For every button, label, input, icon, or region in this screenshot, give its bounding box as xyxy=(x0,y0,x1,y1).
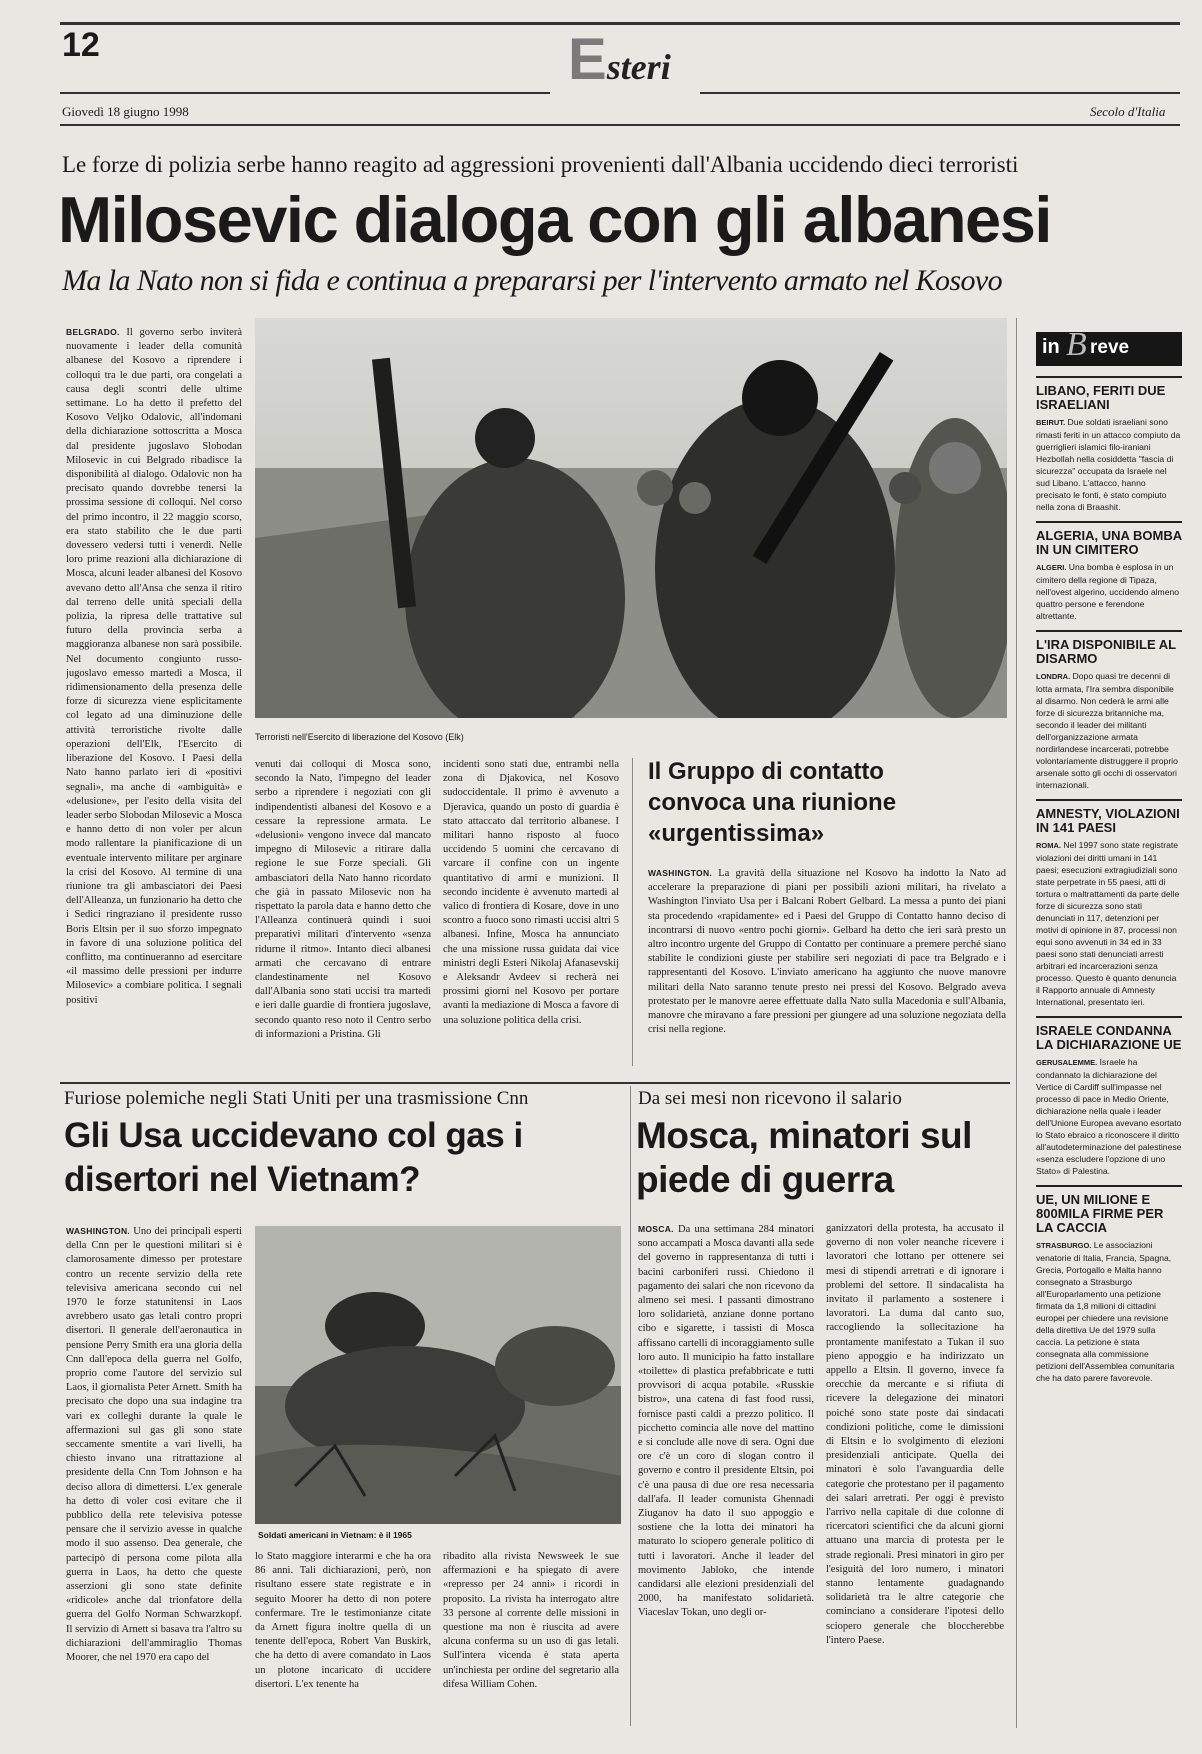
top-rule xyxy=(60,22,1180,25)
vietnam-kicker: Furiose polemiche negli Stati Uniti per una trasmissione Cnn xyxy=(64,1088,529,1109)
in-breve-rest: reve xyxy=(1090,337,1130,358)
contact-group-body: La gravità della situazione nel Kosovo ha indotto la Nato ad accelerare la preparazione di piani per possibili azioni militari, ha rivelato a Washington l'inviato Usa per i Balcani Robert Gelbard. La messa a punto dei piani sta procedendo «rapidamente» ed i Paesi del Gruppo di Contatto hanno deciso di incontrarsi di nuovo «entro pochi giorni». Gelbard ha detto che ieri sarà presto un altro incontro urgente del Gruppo di Contatto per continuare a premere perché siano stabilite le condizioni giuste per stabilire seri negoziati di pace tra Belgrado e i rappresentanti del Kosovo. L'inviato americano ha aggiunto che nuove manovre militari della Nato saranno tenute presto nei pressi del Kosovo. Belgrado aveva protestato per le manovre aeree effettuate dalla Nato sulla Macedonia e sull'Albania, manovre che miravano a fare pressioni per giungere ad una soluzione negoziata della crisi nella regione. xyxy=(648,868,1006,1036)
top-story-column-1 xyxy=(66,325,242,1365)
top-story-column-3 xyxy=(443,758,619,1066)
brief-headline: AMNESTY, VIOLAZIONI IN 141 PAESI xyxy=(1036,806,1180,835)
brief-text: LONDRA. Dopo quasi tre decenni di lotta armata, l'Ira sembra disponibile al disarmo. Non cederà le armi alle forze di sicurezza britanniche ma, secondo il leader dei militanti dell'organizzazione armata nordirlandese incarcerati, potrebbe volontariamente distruggere il proprio arsenale sotto gli occhi di osservatori internazionali. xyxy=(1036,671,1178,790)
vietnam-photo-caption: Soldati americani in Vietnam: è il 1965 xyxy=(258,1530,412,1540)
mosca-divider xyxy=(630,1086,631,1726)
mosca-column-1 xyxy=(638,1222,814,1728)
publication-name: Secolo d'Italia xyxy=(1090,104,1166,119)
header-bottom-rule xyxy=(60,124,1180,126)
vietnam-dateline: WASHINGTON. xyxy=(66,1226,131,1236)
mosca-col1-text: Da una settimana 284 minatori sono accampati a Mosca davanti alla sede del governo in rappresentanza di tutti i bacini carboniferi russi. Chiedono il pagamento dei salari che non ricevono da almeno sei mesi. I passanti dimostrano loro solidarietà, anziane donne portano cibo e sigarette, i tassisti di Mosca affissano cartelli di incoraggiamento sulle loro auto. Il municipio ha fatto installare «toilette» di plastica prefabbricate e tutti provvisori di acqua potabile. «Russkie bistro», una catena di fast food russi, fornisce pasti caldi a prezzo politico. Il picchetto comincia alle nove del mattino e si conclude alle nove di sera. Ogni due ore c'è un coro di slogan contro il governo e contro il presidente Eltsin, poi c'è una pausa di due ore resa necessaria dall'afa. Il leader comunista Ghennadi Ziuganov ha dato il suo appoggio e sostiene che la lotta dei minatori ha maturato lo sciopero generale politico di tutti i lavoratori. Anche il leader del movimento Jabloko, che intende candidarsi alle elezioni presidenziali del 2000, ha manifestato solidarietà. Viaceslav Tokan, uno degli or- xyxy=(638,1224,814,1619)
top-story-headline: Milosevic dialoga con gli albanesi xyxy=(58,183,1051,256)
in-breve-b: B xyxy=(1066,326,1087,363)
contact-group-text xyxy=(648,866,1006,1064)
brief-headline: UE, UN MILIONE E 800MILA FIRME PER LA CACCIA xyxy=(1036,1192,1164,1235)
section-title xyxy=(568,27,671,92)
top-story-col2-text: venuti dai colloqui di Mosca sono, secondo la Nato, l'impegno del leader serbo a riprendere i negoziati con gli indipendentisti albanesi del Kosovo e a cessare la repressione armata. Le «delusioni» vengono invece dal mancato impegno di Milosevic a ritirare dalla regione le sue Forze speciali. Gli ambasciatori della Nato hanno ricordato che già in passato Milosevic non ha rispettato la parola data e hanno detto che l'Alleanza continuerà quindi i suoi preparativi militari d'intervento «senza ridurne il ritmo». Intanto dieci albanesi armati che cercavano di entrare clandestinamente nel Kosovo dall'Albania sono stati uccisi tra martedì e ieri dalle guardie di frontiera jugoslave, secondo quanto reso noto il Centro serbo di informazioni a Pristina. Gli xyxy=(255,759,431,1040)
kosovo-photo-caption: Terroristi nell'Esercito di liberazione del Kosovo (Elk) xyxy=(255,732,464,742)
brief-item-caccia xyxy=(1036,1185,1182,1384)
contact-group-dateline: WASHINGTON. xyxy=(648,868,713,878)
bottom-section-rule xyxy=(60,1082,1010,1084)
brief-text: GERUSALEMME. Israele ha condannato la dichiarazione del Vertice di Cardiff sull'impasse nel processo di pace in Medio Oriente, dichiarazione nella quale i leader dell'Unione Europea avevano esortato lo Stato ebraico a riconoscere il diritto all'autodeterminazione del palestinese «senza escludere l'opzione di uno Stato» di Palestina. xyxy=(1036,1057,1182,1176)
mosca-column-2 xyxy=(826,1222,1004,1728)
brief-text: ALGERI. Una bomba è esplosa in un cimitero della regione di Tipaza, nell'ovest algerino, uccidendo almeno quattro persone e ferendone altrettante. xyxy=(1036,562,1180,621)
vietnam-headline: Gli Usa uccidevano col gas i disertori nel Vietnam? xyxy=(64,1116,523,1199)
brief-list xyxy=(1036,376,1182,1728)
brief-headline: ISRAELE CONDANNA LA DICHIARAZIONE UE xyxy=(1036,1023,1182,1052)
top-story-subhead: Ma la Nato non si fida e continua a prepararsi per l'intervento armato nel Kosovo xyxy=(62,264,1002,297)
brief-text: BEIRUT. Due soldati israeliani sono rimasti feriti in un attacco compiuto da guerriglieri islamici filo-iraniani Hezbollah nella cosiddetta "fascia di sicurezza" occupata da Israele nel sud Libano. L'attacco, hanno precisato le fonti, è stato compiuto nella zona di Braashit. xyxy=(1036,417,1181,512)
vietnam-col2-text: lo Stato maggiore interarmi e che ha ora 86 anni. Tali dichiarazioni, però, non risultano essere state registrate e in seguito Moorer ha detto di non potere confermare. Tre le testimonianze citate da Arnett figura inoltre quella di un tenente dell'epoca, Robert Van Buskirk, che ha detto di avere comandato in Laos un plotone incaricato di uccidere disertori. L'ex tenente ha xyxy=(255,1551,431,1690)
vietnam-column-3 xyxy=(443,1550,619,1728)
kosovo-fighters-illustration xyxy=(255,318,1007,718)
in-breve-in: in xyxy=(1042,336,1060,358)
mosca-col2-text: ganizzatori della protesta, ha accusato il governo di non voler neanche ricevere i lavoratori che lottano per ottenere sei mesi di stipendi arretrati e di ignorare i problemi del settore. Il sindacalista ha invitato il parlamento a sostenere i lavoratori. La duma dal canto suo, raccogliendo la sollecitazione ha prontamente manifestato a Tukan il suo pieno appoggio e ha indirizzato un appello a Eltsin. Il governo, invece fa orecchie da mercante e si rifiuta di ricevere la delegazione dei minatori poiché sono state poste dai sindacati condizioni politiche, come le dimissioni di Eltsin e lo svolgimento di elezioni presidenziali anticipate. Quella dei minatori è solo l'avanguardia delle categorie che protestano per il pagamento dei salari arretrati. Per oggi è previsto l'arrivo nella capitale di due colonne di ricercatori scientifici che da alcuni giorni attuano una marcia di protesta per le strade regionali. Presi minatori in giro per l'esiguità del loro numero, i minatori stanno lentamente guadagnando solidarietà tra le altre categorie che cominciano a considerare l'ipotesi dello sciopero generale che bloccherebbe l'intero Paese. xyxy=(826,1223,1004,1646)
brief-item-israele xyxy=(1036,1016,1182,1177)
contact-group-headline: Il Gruppo di contatto convoca una riunione «urgentissima» xyxy=(648,758,897,847)
brief-headline: LIBANO, FERITI DUE ISRAELIANI xyxy=(1036,383,1166,412)
header-rule-right xyxy=(700,92,1180,94)
vietnam-soldiers-photo xyxy=(255,1226,621,1524)
brief-item-amnesty xyxy=(1036,799,1182,1008)
top-story-dateline: BELGRADO. xyxy=(66,327,120,337)
brief-item-ira xyxy=(1036,630,1182,791)
brief-item-algeria xyxy=(1036,521,1182,622)
issue-date: Giovedì 18 giugno 1998 xyxy=(62,104,189,119)
page-number: 12 xyxy=(62,26,100,64)
mosca-dateline: MOSCA. xyxy=(638,1224,674,1234)
brief-text: STRASBURGO. Le associazioni venatorie di Italia, Francia, Spagna, Grecia, Portogallo e Malta hanno consegnato a Strasburgo all'Europarlamento una petizione firmata da 1,8 milioni di cittadini europei per chiedere una revisione della direttiva Ue del 1979 sulla caccia. La petizione è stata consegnata alla commissione petizioni dell'Assemblea comunitaria che ha dato parere favorevole. xyxy=(1036,1240,1175,1383)
top-story-column-2 xyxy=(255,758,431,1066)
top-story-kicker: Le forze di polizia serbe hanno reagito ad aggressioni provenienti dall'Albania uccidendo dieci terroristi xyxy=(62,152,1019,177)
brief-text: ROMA. Nel 1997 sono state registrate violazioni dei diritti umani in 141 paesi; esecuzioni extragiudiziali sono state perpetrate in 55 paesi, atti di tortura o maltrattamenti da parte delle forze di sicurezza sono stati denunciati in 117, detenzioni per motivi di opinione in 87, processi non equi sono avvenuti in 34 ed in 33 paesi sono stati denunciati arresti arbitrari ed incarcerazioni senza processo. Questo è quanto denuncia il Rapporto annuale di Amnesty International, presentato ieri. xyxy=(1036,840,1180,1007)
mosca-headline: Mosca, minatori sul piede di guerra xyxy=(636,1115,972,1200)
vietnam-col1-text: Uno dei principali esperti della Cnn per le questioni militari si è clamorosamente dimesso per protestare contro un recente servizio della rete televisiva americana secondo cui nel 1970 le forze statunitensi in Laos avrebbero usato gas letali contro propri disertori. Il generale dell'aeronautica in pensione Perry Smith era una gloria della Cnn dall'epoca della guerra nel Golfo, proprio come l'autore del servizio sul Laos, il giornalista Peter Arnett. Smith ha precisato che dopo una sua indagine tra vari ex colleghi durante la quale le affermazioni sul gas gli sono state seccamente smentite a vari livelli, ha chiesto invano una ritrattazione al presidente della Cnn Tom Johnson e ha deciso allora di dimettersi. L'ex generale ha detto di voler così evitare che il pubblico della rete televisiva potesse pensare che il servizio avesse in qualche modo il suo assenso. Dea generale, che partecipò di persona come pilota alla guerra in Laos, ha detto che queste asserzioni gli sono state definite «ridicole» anche dal trionfatore della guerra del Golfo Norman Schwarzkopf. Il servizio di Arnett si basava tra l'altro su dichiarazioni dell'ammiraglio Thomas Moorer, che nel 1970 era capo del xyxy=(66,1226,242,1664)
top-story-col1-text: Il governo serbo inviterà nuovamente i leader della comunità albanese del Kosovo a riprendere i colloqui tra le due parti, ora congelati a causa degli scontri delle ultime settimane. Lo ha detto il prefetto del Kosovo Veljko Odalovic, all'indomani della dichiarazione sottoscritta a Mosca dal presidente jugoslavo Slobodan Milosevic in cui Belgrado ribadisce la disponibilità al dialogo. Odalovic non ha precisato quando dovrebbe tenersi la prossima sessione di colloqui. Nel corso del primo incontro, il 22 maggio scorso, era stato stabilito che le due parti dovessero vedersi tutti i venerdì. Nelle loro prime reazioni alla dichiarazione di Mosca, alcuni leader albanesi del Kosovo avevano detto all'Ansa che senza il ritiro dal terreno delle unità speciali della polizia, la ripresa delle trattative sul futuro della provincia serba a maggioranza albanese non sarà possibile. Nel documento congiunto russo-jugoslavo emesso martedì a Mosca, il ridimensionamento della presenza delle forze di sicurezza viene esplicitamente col legato ad una diminuzione delle attività terroristiche rivolte dalle operazioni dell'Elk, l'Esercito di liberazione del Kosovo. I Paesi della Nato hanno parlato ieri di «positivi segnali», ma anche di «ambiguità» e «delusione», per l'esito della visita del leader serbo Slobodan Milosevic a Mosca e hanno detto di non voler per alcun modo rallentare la pianificazione di un eventuale intervento militare per arginare la crisi del Kosovo. Al termine di una riunione tra gli ambasciatori dei Paesi dell'Alleanza, un funzionario ha detto che i Sedici ringraziano il presidente russo Boris Eltsin per il suo sforzo impegnato in favore di una soluzione politica del conflitto, ma continueranno ad esercitare «il massimo delle pressioni per indurre Milosevic» a combiare politica. I segnali positivi xyxy=(66,327,242,1006)
section-rest: steri xyxy=(606,47,671,87)
brief-headline: L'IRA DISPONIBILE AL DISARMO xyxy=(1036,637,1176,666)
contact-group-divider xyxy=(632,758,633,1066)
mosca-kicker: Da sei mesi non ricevono il salario xyxy=(638,1088,902,1109)
in-breve-banner xyxy=(1036,326,1182,366)
section-initial: E xyxy=(568,27,607,92)
kosovo-fighters-photo xyxy=(255,318,1007,718)
sidebar-divider xyxy=(1016,318,1017,1728)
brief-item-libano xyxy=(1036,376,1182,513)
vietnam-soldiers-illustration xyxy=(255,1226,621,1524)
top-story-col3-text: incidenti sono stati due, entrambi nella zona di Djakovica, nel Kosovo sudoccidentale. Il primo è avvenuto a Djeravica, quando un posto di guardia è stato attaccato dal territorio albanese. I militari hanno risposto al fuoco uccidendo 5 uomini che cercavano di varcare il confine con un ingente quantitativo di armi e munizioni. Il secondo incidente è avvenuto martedì al valico di frontiera di Kosare, dove in uno scontro a fuoco sono rimasti uccisi altri 5 albanesi. Infine, Mosca ha annunciato che una missione russa guidata dai vice ministri degli Esteri Nikolaj Afanasevskij e Aleksandr Avdeev si recherà nei prossimi giorni nel Kosovo per portare avanti la mediazione di Mosca a favore di una soluzione politica della crisi. xyxy=(443,759,619,1026)
vietnam-column-1 xyxy=(66,1224,242,1728)
header-rule-left xyxy=(60,92,550,94)
vietnam-col3-text: ribadito alla rivista Newsweek le sue affermazioni e ha spiegato di avere «represso per 24 anni» i ricordi in proposito. La rivista ha interrogato altre 33 persone al corrente delle missioni in questione ma non è riuscita ad avere alcuna conferma su un uso di gas letali. Sull'intera vicenda è stata aperta un'inchiesta per ordine del segretario alla difesa William Cohen. xyxy=(443,1551,619,1690)
vietnam-column-2 xyxy=(255,1550,431,1728)
brief-headline: ALGERIA, UNA BOMBA IN UN CIMITERO xyxy=(1036,528,1182,557)
